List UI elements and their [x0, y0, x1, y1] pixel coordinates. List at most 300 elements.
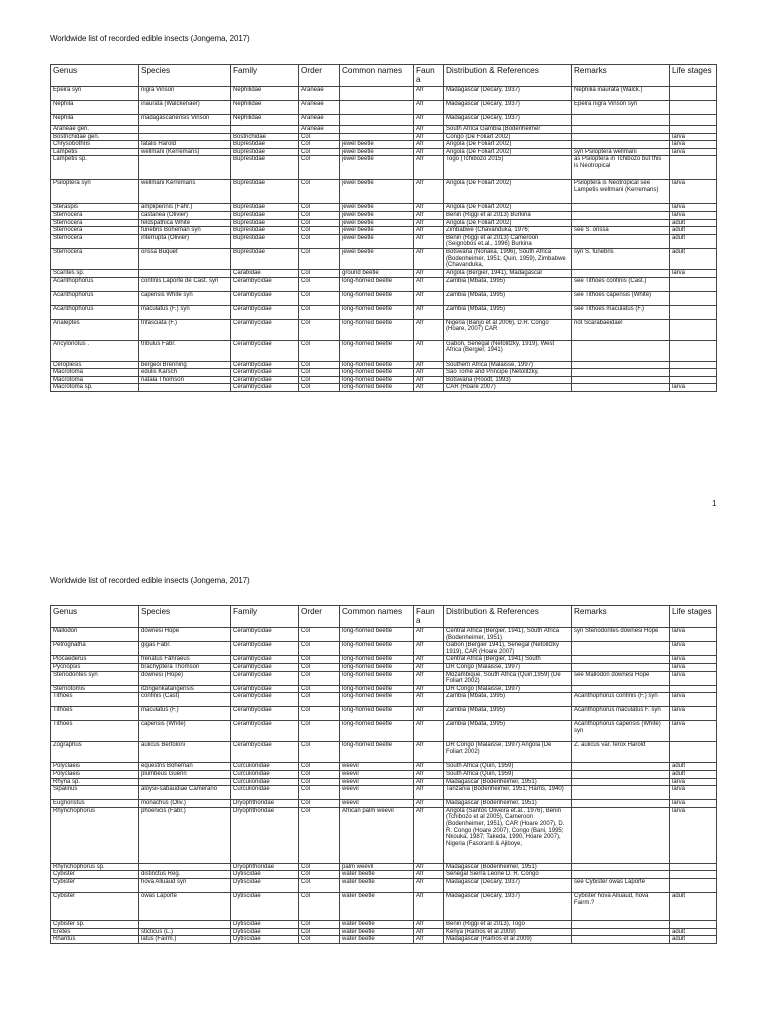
genus-cell: Sternotomis	[51, 685, 139, 693]
life-stage-cell: adult	[670, 936, 717, 944]
table-row	[51, 878, 717, 892]
column-header-fauna: Faun a	[414, 606, 444, 628]
table-row	[51, 685, 717, 693]
common-names-cell: long-horned beetle	[340, 291, 414, 305]
genus-cell: Acanthophorus	[51, 277, 139, 291]
common-names-cell	[340, 115, 414, 126]
family-cell: Curculionidae	[231, 778, 299, 786]
distribution-cell: Zambia (Mbata, 1995)	[444, 277, 572, 291]
genus-cell: Pycnopsis	[51, 663, 139, 671]
genus-cell: Bostrichidae gen.	[51, 133, 139, 141]
distribution-cell: Madagascar (Bodenheimer, 1951)	[444, 778, 572, 786]
column-header-genus: Genus	[51, 65, 139, 87]
remarks-cell	[572, 126, 670, 134]
table-row	[51, 778, 717, 786]
family-cell: Buprestidae	[231, 219, 299, 227]
life-stage-cell	[670, 685, 717, 693]
order-cell: Col	[299, 763, 340, 771]
species-cell	[139, 863, 231, 871]
table-row	[51, 248, 717, 269]
order-cell: Col	[299, 770, 340, 778]
table-row	[51, 291, 717, 305]
order-cell: Col	[299, 219, 340, 227]
remarks-cell	[572, 800, 670, 808]
family-cell: Cerambycidae	[231, 291, 299, 305]
family-cell: Cerambycidae	[231, 319, 299, 340]
remarks-cell	[572, 376, 670, 384]
genus-cell: Zographus	[51, 742, 139, 763]
fauna-cell: Afr	[414, 369, 444, 377]
remarks-cell	[572, 763, 670, 771]
family-cell: Nephilidae	[231, 87, 299, 101]
order-cell: Col	[299, 269, 340, 277]
table-row	[51, 180, 717, 204]
remarks-cell: syn Stenodontes downesi Hope	[572, 628, 670, 642]
fauna-cell: Afr	[414, 319, 444, 340]
fauna-cell: Afr	[414, 219, 444, 227]
table-row	[51, 115, 717, 126]
distribution-cell: Gabon, Senegal (Netolitzky, 1919), West Africa (Bergier, 1941)	[444, 340, 572, 361]
common-names-cell: long-horned beetle	[340, 693, 414, 707]
distribution-cell: Zambia (Mbata, 1995)	[444, 693, 572, 707]
fauna-cell: Afr	[414, 807, 444, 863]
distribution-cell: Angola (Bergier, 1941), Madagascar	[444, 269, 572, 277]
remarks-cell: see S. orissa	[572, 227, 670, 235]
remarks-cell: Z. aulicus var. ferox Harold	[572, 742, 670, 763]
family-cell: Carabidae	[231, 269, 299, 277]
life-stage-cell	[670, 126, 717, 134]
family-cell: Cerambycidae	[231, 384, 299, 392]
table-row	[51, 269, 717, 277]
common-names-cell: weevil	[340, 770, 414, 778]
distribution-cell: Benin (Riggi et al 2013) Burkina	[444, 211, 572, 219]
family-cell: Dytiscidae	[231, 928, 299, 936]
table-row	[51, 133, 717, 141]
table-row	[51, 892, 717, 920]
order-cell: Col	[299, 693, 340, 707]
species-cell: latus (Fairm.)	[139, 936, 231, 944]
common-names-cell	[340, 101, 414, 115]
family-cell: Dryophthoridae	[231, 807, 299, 863]
order-cell: Col	[299, 863, 340, 871]
genus-cell: Ceroplesis	[51, 361, 139, 369]
distribution-cell: Angola (De Foliart 2002)	[444, 141, 572, 149]
genus-cell: Acanthophorus	[51, 291, 139, 305]
remarks-cell	[572, 384, 670, 392]
genus-cell: Macrotoma sp.	[51, 384, 139, 392]
order-cell: Col	[299, 211, 340, 219]
common-names-cell: jewel beetle	[340, 204, 414, 212]
genus-cell: Psiloptera syn	[51, 180, 139, 204]
remarks-cell: see Mallodon downesi Hope	[572, 671, 670, 685]
genus-cell: Sipalinus	[51, 786, 139, 800]
life-stage-cell	[670, 742, 717, 763]
family-cell: Buprestidae	[231, 248, 299, 269]
distribution-cell: DR Congo (Malaisse, 1997)	[444, 685, 572, 693]
order-cell: Col	[299, 340, 340, 361]
remarks-cell	[572, 685, 670, 693]
common-names-cell: water beetle	[340, 920, 414, 928]
fauna-cell: Afr	[414, 204, 444, 212]
common-names-cell: long-horned beetle	[340, 305, 414, 319]
distribution-cell: Central Africa (Bergier, 1941), South Africa (Bodenheimer, 1951)	[444, 628, 572, 642]
distribution-cell: Tanzania (Bodenheimer, 1951; Harris, 1940)	[444, 786, 572, 800]
order-cell: Col	[299, 707, 340, 721]
order-cell: Col	[299, 291, 340, 305]
remarks-cell	[572, 807, 670, 863]
life-stage-cell: larva	[670, 786, 717, 800]
order-cell: Col	[299, 928, 340, 936]
common-names-cell: long-horned beetle	[340, 369, 414, 377]
column-header-species: Species	[139, 65, 231, 87]
order-cell: Col	[299, 742, 340, 763]
distribution-cell: Benin (Riggi et al 2013), Togo	[444, 920, 572, 928]
life-stage-cell: adult	[670, 770, 717, 778]
table-row	[51, 148, 717, 156]
species-cell: frenatus Fåhraeus	[139, 656, 231, 664]
table-row	[51, 87, 717, 101]
distribution-cell: Angola (Santos Oliveira et.al., 1976), Benin (Tchibozo et al 2005), Cameroon (Bodenheimer, 1951), CAR (Hoare 2007), D. R. Congo (Hoare 2007), Congo (Bani, 1995; Nkouka, 1987; Takeda, 1990, Hoare 2007), Nigeria (Fasoranti & Ajiboye,	[444, 807, 572, 863]
life-stage-cell	[670, 291, 717, 305]
remarks-cell	[572, 786, 670, 800]
remarks-cell: see Tithoes confinis (Cast.)	[572, 277, 670, 291]
remarks-cell	[572, 204, 670, 212]
distribution-cell: DR Congo (Malaisse, 1997) Angola (De Foliart 2002)	[444, 742, 572, 763]
fauna-cell: Afr	[414, 878, 444, 892]
table-row	[51, 863, 717, 871]
species-cell: tribulus Fabr.	[139, 340, 231, 361]
species-cell: confinis Laporte de Cast. syn	[139, 277, 231, 291]
genus-cell: Sternocera	[51, 248, 139, 269]
common-names-cell: long-horned beetle	[340, 384, 414, 392]
order-cell: Col	[299, 148, 340, 156]
order-cell: Col	[299, 871, 340, 879]
remarks-cell	[572, 115, 670, 126]
genus-cell: Macrotoma	[51, 376, 139, 384]
remarks-cell	[572, 369, 670, 377]
order-cell: Col	[299, 721, 340, 742]
table-row	[51, 770, 717, 778]
table-row	[51, 800, 717, 808]
column-header-family: Family	[231, 606, 299, 628]
table-row	[51, 742, 717, 763]
fauna-cell: Afr	[414, 376, 444, 384]
page-number: 1	[712, 499, 717, 508]
distribution-cell: DR Congo (Malaisse, 1997)	[444, 663, 572, 671]
distribution-cell: Gabon (Bergier 1941), Senegal (Netolitzky 1919), CAR (Hoare 2007)	[444, 642, 572, 656]
fauna-cell: Afr	[414, 211, 444, 219]
life-stage-cell: adult	[670, 928, 717, 936]
order-cell: Col	[299, 642, 340, 656]
common-names-cell: water beetle	[340, 936, 414, 944]
life-stage-cell: larva	[670, 800, 717, 808]
species-cell: itzingerikatangensis	[139, 685, 231, 693]
order-cell: Col	[299, 807, 340, 863]
distribution-cell: Nigeria (Banjo et al 2006), D.R. Congo (Hoare, 2007) CAR	[444, 319, 572, 340]
family-cell: Cerambycidae	[231, 628, 299, 642]
common-names-cell	[340, 87, 414, 101]
common-names-cell: weevil	[340, 763, 414, 771]
table-row	[51, 369, 717, 377]
fauna-cell: Afr	[414, 234, 444, 248]
fauna-cell: Afr	[414, 770, 444, 778]
order-cell: Col	[299, 892, 340, 920]
life-stage-cell	[670, 319, 717, 340]
header-row	[51, 606, 717, 628]
family-cell: Bostrichidae	[231, 133, 299, 141]
family-cell: Dryophthoridae	[231, 863, 299, 871]
family-cell: Curculionidae	[231, 763, 299, 771]
order-cell: Col	[299, 920, 340, 928]
table-row	[51, 384, 717, 392]
distribution-cell: Madagascar (Decary, 1937)	[444, 101, 572, 115]
distribution-cell: Madagascar (Bodenheimer, 1951)	[444, 800, 572, 808]
fauna-cell: Afr	[414, 786, 444, 800]
remarks-cell	[572, 871, 670, 879]
common-names-cell: jewel beetle	[340, 219, 414, 227]
genus-cell: Sternocera	[51, 227, 139, 235]
order-cell: Col	[299, 248, 340, 269]
table-row	[51, 707, 717, 721]
distribution-cell: Senegal Sierra Leone D. R. Congo	[444, 871, 572, 879]
fauna-cell: Afr	[414, 361, 444, 369]
life-stage-cell: adult	[670, 248, 717, 269]
fauna-cell: Afr	[414, 642, 444, 656]
distribution-cell: South Africa (Quin, 1959)	[444, 770, 572, 778]
life-stage-cell: larva	[670, 778, 717, 786]
insects-table	[50, 605, 717, 944]
column-header-remarks: Remarks	[572, 65, 670, 87]
fauna-cell: Afr	[414, 291, 444, 305]
family-cell: Cerambycidae	[231, 721, 299, 742]
species-cell: wellmani (Kerremans)	[139, 148, 231, 156]
order-cell: Col	[299, 671, 340, 685]
page-title: Worldwide list of recorded edible insects (Jongema, 2017)	[50, 576, 250, 585]
fauna-cell: Afr	[414, 180, 444, 204]
species-cell: feldspathica White	[139, 219, 231, 227]
genus-cell: Eretes	[51, 928, 139, 936]
genus-cell: Ancylonotus .	[51, 340, 139, 361]
column-header-family: Family	[231, 65, 299, 87]
order-cell: Araneae	[299, 87, 340, 101]
species-cell: fatalis Harold	[139, 141, 231, 149]
genus-cell: Plocaederus	[51, 656, 139, 664]
life-stage-cell: larva	[670, 707, 717, 721]
species-cell: owas Laporte	[139, 892, 231, 920]
table-row	[51, 786, 717, 800]
common-names-cell: jewel beetle	[340, 234, 414, 248]
species-cell: inaurata (Walckenaer)	[139, 101, 231, 115]
remarks-cell	[572, 340, 670, 361]
order-cell: Col	[299, 878, 340, 892]
common-names-cell: jewel beetle	[340, 180, 414, 204]
family-cell: Cerambycidae	[231, 376, 299, 384]
table-row	[51, 807, 717, 863]
page-title: Worldwide list of recorded edible insects (Jongema, 2017)	[50, 34, 250, 43]
distribution-cell: Angola (De Foliart 2002)	[444, 219, 572, 227]
life-stage-cell: adult	[670, 763, 717, 771]
distribution-cell: Sao Tomé and Principe (Netolitzky,	[444, 369, 572, 377]
species-cell: orissa Buquet	[139, 248, 231, 269]
life-stage-cell: larva	[670, 656, 717, 664]
genus-cell: Eugnoristus	[51, 800, 139, 808]
family-cell: Dytiscidae	[231, 892, 299, 920]
distribution-cell: South Africa Gambia (Bodenheimer	[444, 126, 572, 134]
life-stage-cell	[670, 369, 717, 377]
distribution-cell: Botswana (Roodt, 1993)	[444, 376, 572, 384]
fauna-cell: Afr	[414, 871, 444, 879]
common-names-cell: jewel beetle	[340, 148, 414, 156]
distribution-cell: Madagascar (Decary, 1937)	[444, 115, 572, 126]
family-cell: Buprestidae	[231, 180, 299, 204]
distribution-cell: Madagascar (Decary, 1937)	[444, 878, 572, 892]
genus-cell: Polyclaeis	[51, 770, 139, 778]
genus-cell: Scarites sp.	[51, 269, 139, 277]
table-row	[51, 628, 717, 642]
remarks-cell: see Tithoes capensis (White)	[572, 291, 670, 305]
life-stage-cell: larva	[670, 133, 717, 141]
genus-cell: Sternocera	[51, 211, 139, 219]
species-cell: downesi Hope	[139, 628, 231, 642]
species-cell: maculatus (F.) syn	[139, 305, 231, 319]
common-names-cell: water beetle	[340, 928, 414, 936]
family-cell: Cerambycidae	[231, 656, 299, 664]
fauna-cell: Afr	[414, 742, 444, 763]
order-cell: Col	[299, 305, 340, 319]
family-cell: Buprestidae	[231, 227, 299, 235]
life-stage-cell: larva	[670, 693, 717, 707]
remarks-cell: see Cybister owas Laporte	[572, 878, 670, 892]
life-stage-cell: adult	[670, 227, 717, 235]
order-cell: Col	[299, 778, 340, 786]
fauna-cell: Afr	[414, 936, 444, 944]
fauna-cell: Afr	[414, 671, 444, 685]
fauna-cell: Afr	[414, 148, 444, 156]
family-cell: Cerambycidae	[231, 671, 299, 685]
species-cell	[139, 133, 231, 141]
life-stage-cell: larva	[670, 180, 717, 204]
life-stage-cell	[670, 277, 717, 291]
common-names-cell	[340, 126, 414, 134]
species-cell	[139, 269, 231, 277]
life-stage-cell	[670, 878, 717, 892]
life-stage-cell	[670, 361, 717, 369]
order-cell: Col	[299, 234, 340, 248]
table-row	[51, 671, 717, 685]
remarks-cell	[572, 642, 670, 656]
family-cell: Nephilidae	[231, 101, 299, 115]
fauna-cell: Afr	[414, 277, 444, 291]
fauna-cell: Afr	[414, 340, 444, 361]
fauna-cell: Afr	[414, 721, 444, 742]
life-stage-cell: larva	[670, 269, 717, 277]
genus-cell: Mallodon	[51, 628, 139, 642]
species-cell: downesi (Hope)	[139, 671, 231, 685]
species-cell: maculatus (F.)	[139, 707, 231, 721]
species-cell: nigra Vinson	[139, 87, 231, 101]
species-cell: equestris Boheman	[139, 763, 231, 771]
table-row	[51, 126, 717, 134]
distribution-cell: Central Africa (Bergier, 1941) South	[444, 656, 572, 664]
order-cell: Col	[299, 319, 340, 340]
genus-cell: Rhantus	[51, 936, 139, 944]
species-cell	[139, 156, 231, 180]
fauna-cell: Afr	[414, 892, 444, 920]
common-names-cell: water beetle	[340, 871, 414, 879]
order-cell: Col	[299, 156, 340, 180]
species-cell: interrupta (Olivier)	[139, 234, 231, 248]
common-names-cell: long-horned beetle	[340, 340, 414, 361]
table-row	[51, 101, 717, 115]
common-names-cell: long-horned beetle	[340, 277, 414, 291]
common-names-cell: African palm weevil	[340, 807, 414, 863]
genus-cell: Petrognatha	[51, 642, 139, 656]
family-cell: Cerambycidae	[231, 693, 299, 707]
genus-cell: Sternocera	[51, 219, 139, 227]
life-stage-cell: larva	[670, 148, 717, 156]
distribution-cell: Madagascar (Ramos et al 2009)	[444, 936, 572, 944]
common-names-cell: jewel beetle	[340, 248, 414, 269]
remarks-cell: Cybister hova Alluaud, hova Fairm.?	[572, 892, 670, 920]
life-stage-cell: adult	[670, 219, 717, 227]
column-header-common-names: Common names	[340, 65, 414, 87]
species-cell: natala Thomson	[139, 376, 231, 384]
common-names-cell: jewel beetle	[340, 227, 414, 235]
genus-cell: Epeira syn	[51, 87, 139, 101]
distribution-cell: Madagascar (Decary, 1937)	[444, 87, 572, 101]
genus-cell: Lampetis sp.	[51, 156, 139, 180]
family-cell: Cerambycidae	[231, 277, 299, 291]
remarks-cell: see Tithoes maculatus (F.)	[572, 305, 670, 319]
distribution-cell: Madagascar (Bodenheimer, 1951)	[444, 863, 572, 871]
remarks-cell	[572, 141, 670, 149]
genus-cell: Nephila	[51, 101, 139, 115]
distribution-cell: Kenya (Ramos et al 2009)	[444, 928, 572, 936]
family-cell: Buprestidae	[231, 204, 299, 212]
common-names-cell: long-horned beetle	[340, 671, 414, 685]
species-cell: aloysii-sabaudiae Camerano	[139, 786, 231, 800]
family-cell: Dytiscidae	[231, 871, 299, 879]
genus-cell: Polyclaeis	[51, 763, 139, 771]
fauna-cell: Afr	[414, 863, 444, 871]
genus-cell: Chrysobothris	[51, 141, 139, 149]
family-cell: Cerambycidae	[231, 742, 299, 763]
life-stage-cell	[670, 305, 717, 319]
common-names-cell: long-horned beetle	[340, 656, 414, 664]
order-cell: Col	[299, 685, 340, 693]
family-cell: Cerambycidae	[231, 361, 299, 369]
distribution-cell: Benin (Riggi et al 2013) Cameroon (Seignobos et.al., 1996) Burkina	[444, 234, 572, 248]
distribution-cell: Angola (De Foliart 2002)	[444, 180, 572, 204]
fauna-cell: Afr	[414, 384, 444, 392]
column-header-life-stage: Life stages	[670, 606, 717, 628]
remarks-cell: Epeira nigra Vinson syn	[572, 101, 670, 115]
remarks-cell	[572, 234, 670, 248]
species-cell: trifasciata (F.)	[139, 319, 231, 340]
family-cell: Cerambycidae	[231, 340, 299, 361]
order-cell: Col	[299, 369, 340, 377]
fauna-cell: Afr	[414, 656, 444, 664]
remarks-cell: Acanthophorus maculatus F. syn	[572, 707, 670, 721]
table-row	[51, 340, 717, 361]
fauna-cell: Afr	[414, 101, 444, 115]
distribution-cell: Angola (De Foliart 2002)	[444, 148, 572, 156]
remarks-cell	[572, 663, 670, 671]
species-cell	[139, 126, 231, 134]
genus-cell: Acanthophorus	[51, 305, 139, 319]
remarks-cell: Nephilia inaurata (Walck.)	[572, 87, 670, 101]
table-row	[51, 920, 717, 928]
